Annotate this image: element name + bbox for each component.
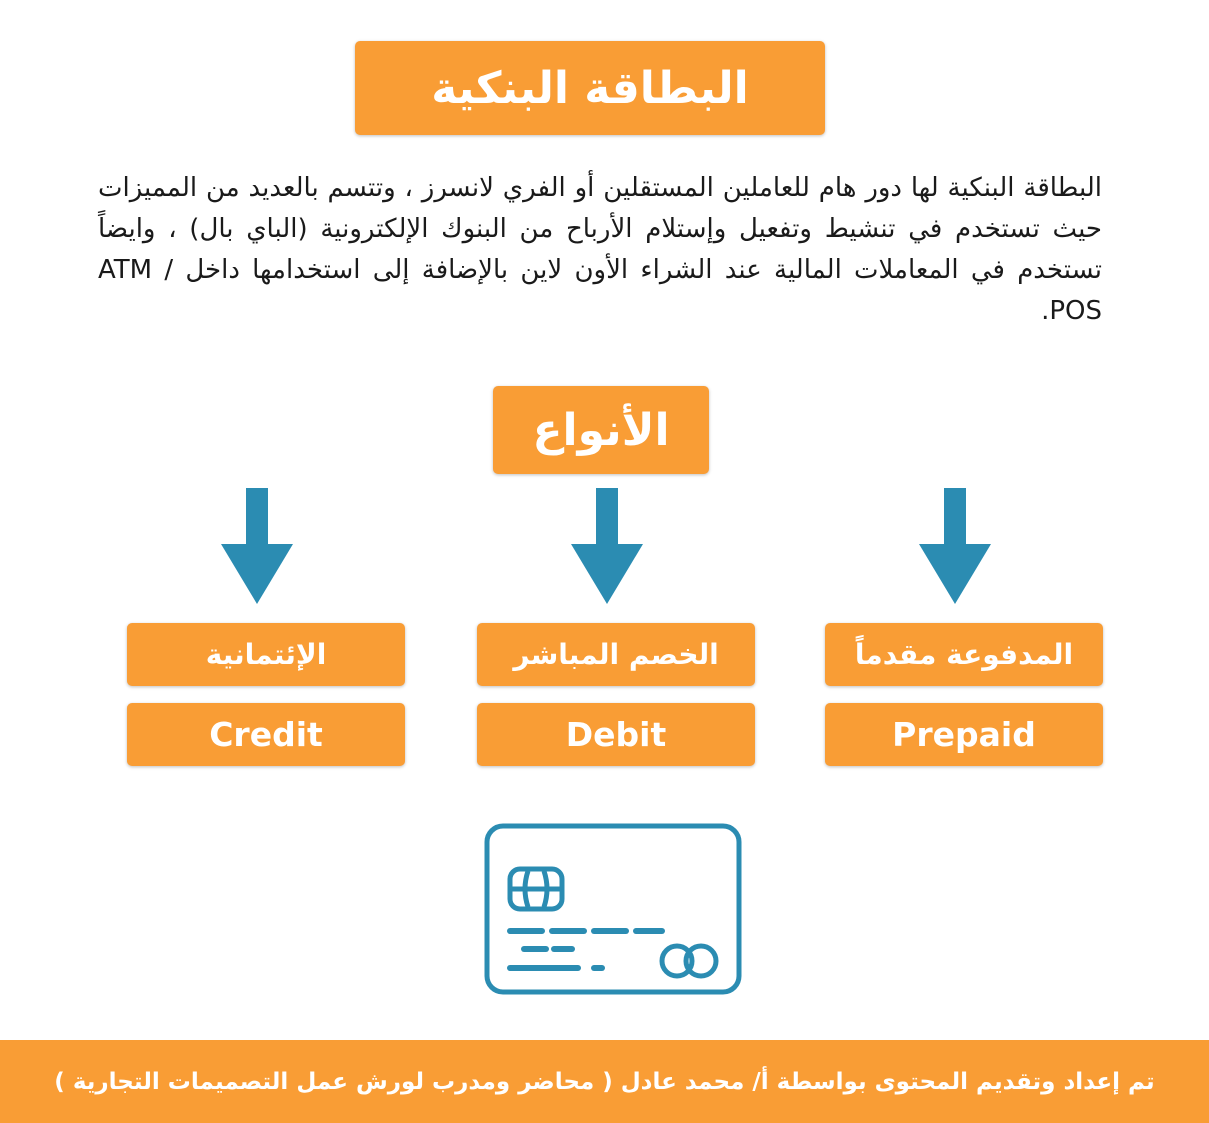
arrow-down-icon <box>571 488 643 604</box>
footer-text: تم إعداد وتقديم المحتوى بواسطة أ/ محمد عادل ( محاضر ومدرب لورش عمل التصميمات التجارية ) <box>54 1068 1155 1095</box>
arrow-down-icon <box>221 488 293 604</box>
card-type-debit-english <box>477 703 755 766</box>
card-type-label: الإئتمانية <box>205 638 327 671</box>
card-type-label: المدفوعة مقدماً <box>854 638 1074 671</box>
card-type-label: Prepaid <box>892 715 1036 754</box>
page-title-text: البطاقة البنكية <box>431 62 749 114</box>
footer-credits <box>0 1040 1209 1123</box>
intro-paragraph: البطاقة البنكية لها دور هام للعاملين المستقلين أو الفري لانسرز ، وتتسم بالعديد من المميزات حيث تستخدم في تنشيط وتفعيل وإستلام الأرباح من البنوك الإلكترونية (الباي بال) ، وايضاً تستخدم في المعاملات المالية عند الشراء الأون لاين بالإضافة إلى استخدامها داخل ATM / POS. <box>98 173 1102 326</box>
types-heading-text: الأنواع <box>532 404 670 456</box>
card-type-prepaid-english <box>825 703 1103 766</box>
page-title <box>355 41 825 135</box>
card-type-debit-arabic <box>477 623 755 686</box>
types-heading <box>493 386 709 474</box>
card-type-credit-arabic <box>127 623 405 686</box>
card-type-label: الخصم المباشر <box>513 638 719 671</box>
card-type-credit-english <box>127 703 405 766</box>
credit-card-icon <box>484 823 742 995</box>
card-type-label: Debit <box>565 715 667 754</box>
arrow-down-icon <box>919 488 991 604</box>
card-type-label: Credit <box>209 715 323 754</box>
card-type-prepaid-arabic <box>825 623 1103 686</box>
